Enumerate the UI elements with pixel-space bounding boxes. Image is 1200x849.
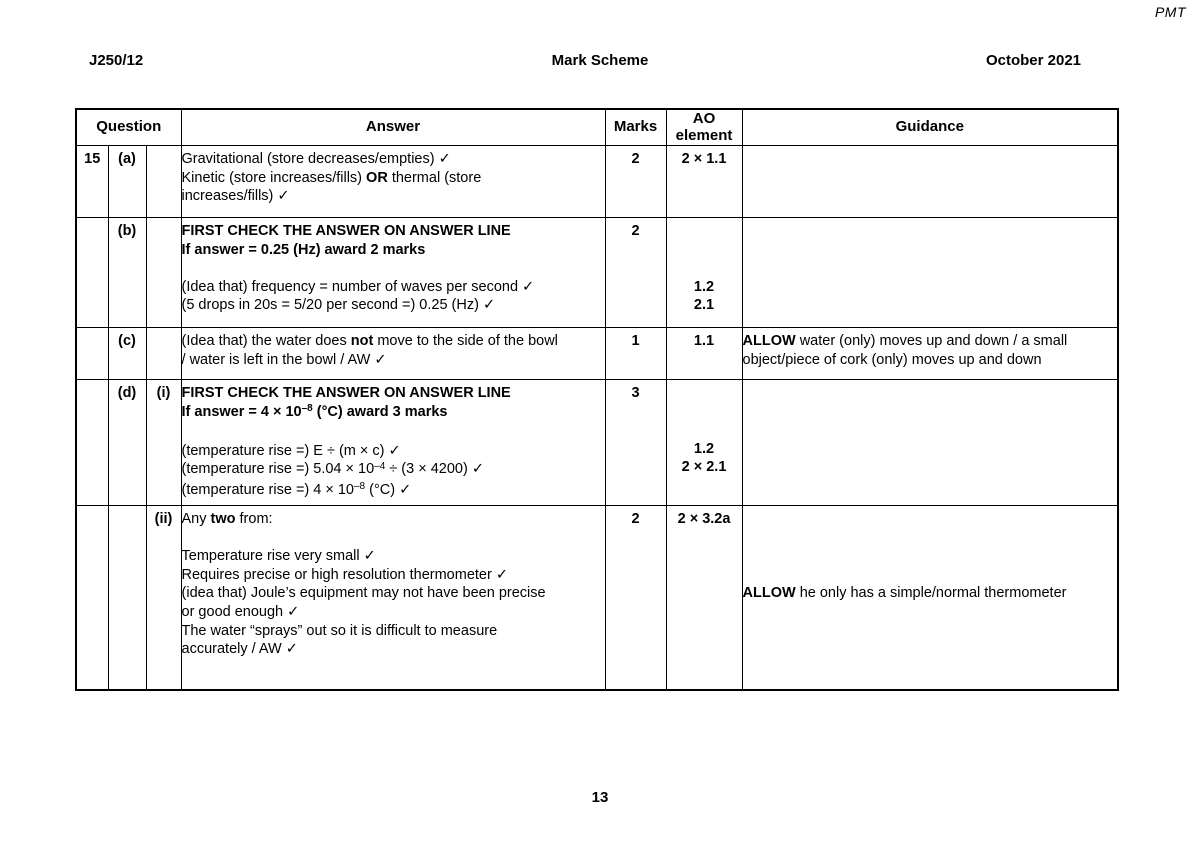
- document-title: Mark Scheme: [551, 52, 649, 69]
- text-line: accurately / AW ✓: [181, 641, 298, 658]
- answer-cell: [181, 146, 605, 218]
- text-line: [743, 529, 1118, 548]
- col-header-answer: Answer: [181, 109, 605, 146]
- text-line: (ii): [154, 511, 173, 527]
- question-roman-cell: [146, 218, 181, 328]
- text-line: 1: [631, 333, 640, 349]
- document-date: October 2021: [985, 52, 1081, 69]
- pmt-watermark: PMT: [1154, 4, 1186, 20]
- question-roman-cell: [146, 328, 181, 380]
- guidance-cell: [742, 218, 1118, 328]
- text-line: [77, 384, 108, 403]
- text-line: 2 × 1.1: [681, 151, 727, 167]
- paper-code: J250/12: [89, 52, 144, 69]
- ao-element-cell: [666, 380, 742, 506]
- question-number-cell: [76, 146, 108, 218]
- text-line: (Idea that) the water does not move to the side of the bowl: [181, 333, 558, 349]
- text-line: If answer = $4 \times 10^{-8}$ (°C) award 3 marks: [181, 403, 448, 420]
- text-line: [667, 241, 742, 260]
- text-line: 1.1: [693, 333, 715, 349]
- text-line: The water “sprays” out so it is difficult to measure: [181, 622, 498, 639]
- question-letter-cell: [108, 146, 146, 218]
- table-row: [76, 328, 1118, 380]
- text-line: (temperature rise =) $5.04 \times 10^{-4} \div (3 \times 4200)$ ✓: [181, 460, 484, 478]
- table-row: [76, 506, 1118, 690]
- text-line: (5 drops in 20s = 5/20 per second =) 0.25 (Hz) ✓: [181, 297, 496, 314]
- text-line: 1.2: [693, 278, 715, 295]
- ao-element-cell: [666, 218, 742, 328]
- text-line: 2: [631, 223, 640, 239]
- question-letter-cell: [108, 328, 146, 380]
- text-line: Any two from:: [181, 511, 273, 527]
- guidance-cell: [742, 380, 1118, 506]
- marks-cell: [605, 506, 666, 690]
- text-line: [77, 222, 108, 241]
- text-line: (i): [156, 385, 171, 401]
- answer-cell: [181, 380, 605, 506]
- text-line: Gravitational (store decreases/empties) ✓: [181, 151, 451, 167]
- text-line: Kinetic (store increases/fills) OR thermal (store: [181, 169, 482, 186]
- text-line: 2 × 3.2a: [677, 511, 731, 527]
- text-line: (idea that) Joule’s equipment may not have been precise: [181, 585, 546, 602]
- marks-cell: [605, 380, 666, 506]
- guidance-cell: [742, 328, 1118, 380]
- answer-cell: [181, 328, 605, 380]
- text-line: or good enough ✓: [181, 603, 300, 620]
- text-line: Temperature rise very small ✓: [181, 548, 376, 565]
- col-header-ao-element: AO element: [666, 109, 742, 146]
- text-line: [667, 421, 742, 440]
- text-line: 2: [631, 511, 640, 527]
- text-line: (b): [117, 223, 137, 239]
- ao-element-cell: [666, 506, 742, 690]
- question-letter-cell: [108, 380, 146, 506]
- marks-cell: [605, 218, 666, 328]
- text-line: [667, 259, 742, 278]
- col-header-guidance: Guidance: [742, 109, 1118, 146]
- answer-cell: [181, 506, 605, 690]
- answer-cell: [181, 218, 605, 328]
- text-line: Requires precise or high resolution thermometer ✓: [181, 566, 508, 583]
- table-row: [76, 146, 1118, 218]
- document-header: [0, 52, 1200, 72]
- text-line: 2.1: [693, 297, 715, 314]
- question-number-cell: [76, 218, 108, 328]
- table-row: [76, 218, 1118, 328]
- text-line: [77, 332, 108, 351]
- text-line: [743, 566, 1118, 585]
- text-line: [147, 332, 181, 351]
- question-number-cell: [76, 380, 108, 506]
- mark-scheme-table: [75, 108, 1119, 691]
- text-line: [182, 259, 605, 278]
- table-row: [76, 380, 1118, 506]
- ao-element-cell: [666, 146, 742, 218]
- text-line: [109, 510, 146, 529]
- col-header-marks: Marks: [605, 109, 666, 146]
- text-line: (d): [117, 385, 137, 401]
- col-header-question: Question: [76, 109, 181, 146]
- text-line: (c): [118, 333, 136, 349]
- question-number-cell: [76, 328, 108, 380]
- marks-cell: [605, 146, 666, 218]
- text-line: 2 × 2.1: [681, 459, 727, 476]
- text-line: [667, 384, 742, 403]
- text-line: 1.2: [693, 440, 715, 457]
- question-letter-cell: [108, 218, 146, 328]
- text-line: (a): [118, 151, 136, 167]
- text-line: FIRST CHECK THE ANSWER ON ANSWER LINE: [181, 385, 511, 401]
- text-line: 2: [631, 151, 640, 167]
- text-line: (temperature rise =) E ÷ (m × c) ✓: [181, 442, 401, 459]
- text-line: / water is left in the bowl / AW ✓: [181, 351, 387, 368]
- text-line: ALLOW water (only) moves up and down / a small: [742, 333, 1068, 349]
- table-header-row: [76, 109, 1118, 146]
- text-line: [182, 529, 605, 548]
- question-roman-cell: [146, 146, 181, 218]
- text-line: [667, 222, 742, 241]
- text-line: 15: [84, 151, 101, 167]
- text-line: [743, 547, 1118, 566]
- question-letter-cell: [108, 506, 146, 690]
- guidance-cell: [742, 506, 1118, 690]
- guidance-cell: [742, 146, 1118, 218]
- text-line: [743, 510, 1118, 529]
- text-line: [182, 423, 605, 442]
- text-line: [667, 403, 742, 422]
- marks-cell: [605, 328, 666, 380]
- question-roman-cell: [146, 506, 181, 690]
- question-number-cell: [76, 506, 108, 690]
- text-line: object/piece of cork (only) moves up and down: [742, 351, 1042, 368]
- text-line: [147, 150, 181, 169]
- text-line: FIRST CHECK THE ANSWER ON ANSWER LINE: [181, 223, 511, 239]
- text-line: ALLOW he only has a simple/normal thermometer: [742, 585, 1067, 602]
- text-line: (Idea that) frequency = number of waves per second ✓: [181, 278, 535, 295]
- mark-scheme-rows: [76, 146, 1118, 690]
- text-line: increases/fills) ✓: [181, 188, 290, 205]
- question-roman-cell: [146, 380, 181, 506]
- text-line: If answer = 0.25 (Hz) award 2 marks: [181, 241, 426, 258]
- page-number: 13: [591, 789, 609, 806]
- text-line: (temperature rise =) $4 \times 10^{-8}$ (°C) ✓: [181, 481, 412, 498]
- text-line: [77, 510, 108, 529]
- text-line: 3: [631, 385, 640, 401]
- text-line: [147, 222, 181, 241]
- ao-element-cell: [666, 328, 742, 380]
